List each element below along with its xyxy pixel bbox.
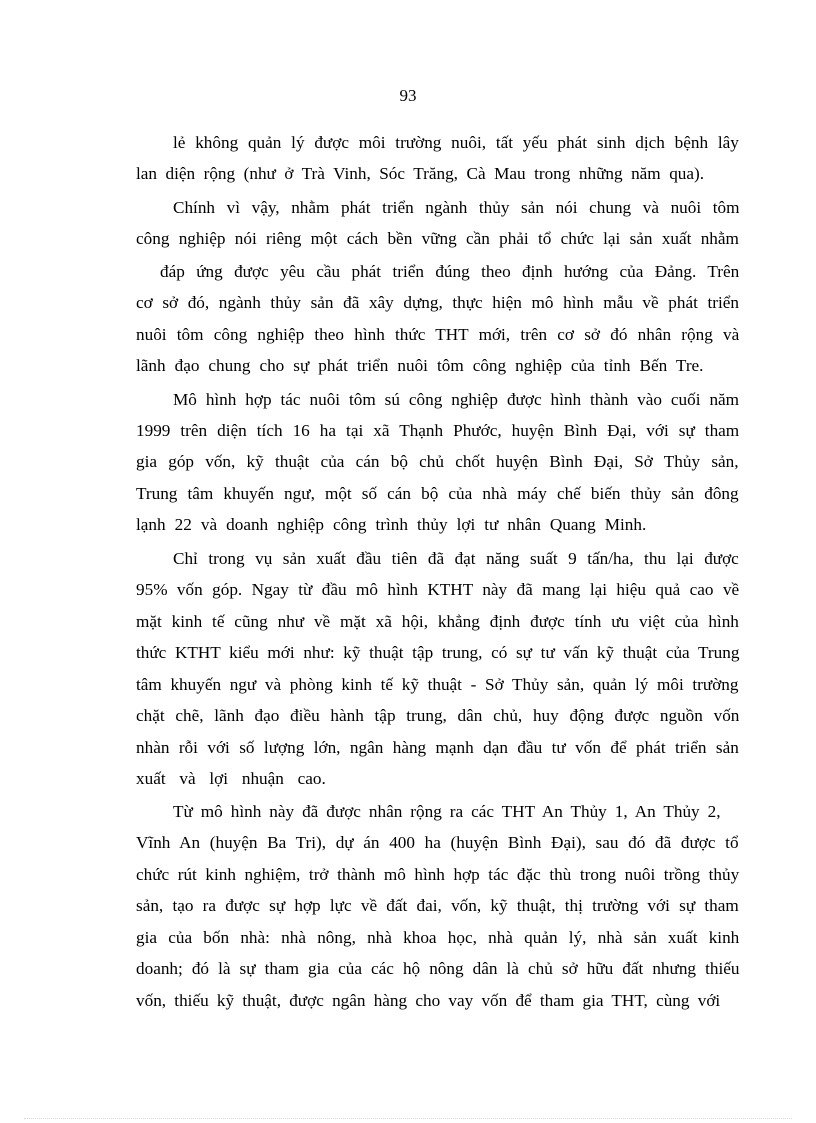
text-line: Trung tâm khuyến ngư, một số cán bộ của nhà máy chế biến thủy sản đông — [136, 484, 739, 503]
text-line: nhàn rỗi với số lượng lớn, ngân hàng mạnh dạn đầu tư vốn để phát triển sản — [136, 738, 739, 757]
text-line: vốn, thiếu kỹ thuật, được ngân hàng cho vay vốn để tham gia THT, cùng với — [136, 991, 721, 1010]
text-line: công nghiệp nói riêng một cách bền vững cần phải tổ chức lại sản xuất nhằm — [136, 229, 739, 248]
text-line: Vĩnh An (huyện Ba Tri), dự án 400 ha (huyện Bình Đại), sau đó đã được tổ — [136, 833, 739, 852]
text-line: nuôi tôm công nghiệp theo hình thức THT mới, trên cơ sở đó nhân rộng và — [136, 325, 740, 344]
text-line: chặt chẽ, lãnh đạo điều hành tập trung, dân chủ, huy động được nguồn vốn — [136, 706, 740, 725]
text-line: gia của bốn nhà: nhà nông, nhà khoa học, nhà quản lý, nhà sản xuất kinh — [136, 928, 740, 947]
text-line: Chỉ trong vụ sản xuất đầu tiên đã đạt năng suất 9 tấn/ha, thu lại được — [173, 549, 739, 568]
text-line: Chính vì vậy, nhằm phát triển ngành thủy sản nói chung và nuôi tôm — [173, 198, 740, 217]
text-line: cơ sở đó, ngành thủy sản đã xây dựng, thực hiện mô hình mẫu về phát triển — [136, 293, 739, 312]
text-line: lẻ không quản lý được môi trường nuôi, tất yếu phát sinh dịch bệnh lây — [173, 133, 739, 152]
text-line: Từ mô hình này đã được nhân rộng ra các THT An Thủy 1, An Thủy 2, — [173, 802, 721, 821]
page-number: 93 — [399, 86, 417, 105]
text-line: mặt kinh tế cũng như về mặt xã hội, khẳng định được tính ưu việt của hình — [136, 612, 739, 631]
text-line: doanh; đó là sự tham gia của các hộ nông dân là chủ sở hữu đất nhưng thiếu — [136, 959, 740, 978]
text-line: lan diện rộng (như ở Trà Vinh, Sóc Trăng, Cà Mau trong những năm qua). — [136, 164, 705, 183]
text-line: thức KTHT kiểu mới như: kỹ thuật tập trung, có sự tư vấn kỹ thuật của Trung — [136, 643, 740, 662]
page-bottom-border — [24, 1118, 792, 1119]
text-line: đáp ứng được yêu cầu phát triển đúng theo định hướng của Đảng. Trên — [160, 262, 740, 281]
text-line: sản, tạo ra được sự hợp lực về đất đai, vốn, kỹ thuật, thị trường với sự tham — [136, 896, 739, 915]
text-line: lãnh đạo chung cho sự phát triển nuôi tôm công nghiệp của tỉnh Bến Tre. — [136, 356, 704, 375]
text-line: lạnh 22 và doanh nghiệp công trình thủy lợi tư nhân Quang Minh. — [136, 515, 647, 534]
text-line: 95% vốn góp. Ngay từ đầu mô hình KTHT này đã mang lại hiệu quả cao về — [136, 580, 740, 599]
text-line: xuất và lợi nhuận cao. — [136, 769, 326, 788]
text-line: Mô hình hợp tác nuôi tôm sú công nghiệp được hình thành vào cuối năm — [173, 390, 740, 409]
text-line: chức rút kinh nghiệm, trở thành mô hình hợp tác đặc thù trong nuôi trồng thủy — [136, 865, 740, 884]
text-line: tâm khuyến ngư và phòng kinh tế kỹ thuật - Sở Thủy sản, quản lý môi trường — [136, 675, 739, 694]
text-line: gia góp vốn, kỹ thuật của cán bộ chủ chốt huyện Bình Đại, Sở Thủy sản, — [136, 452, 739, 471]
text-line: 1999 trên diện tích 16 ha tại xã Thạnh Phước, huyện Bình Đại, với sự tham — [136, 421, 740, 440]
